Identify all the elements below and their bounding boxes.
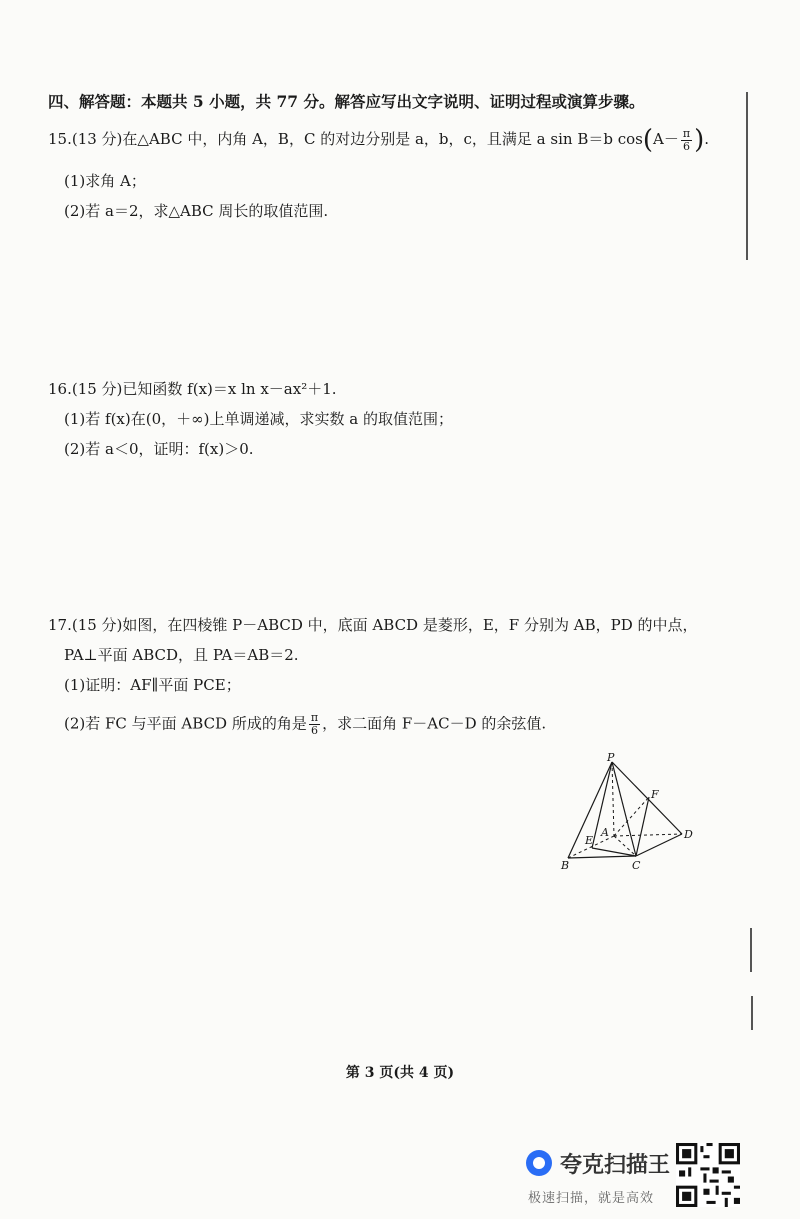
edge-PA <box>612 762 614 836</box>
label-F: F <box>651 788 659 801</box>
q15-paren-inner: A－ <box>653 130 679 148</box>
edge-CD <box>636 834 682 856</box>
label-C: C <box>632 859 641 872</box>
edge-BC <box>568 856 636 858</box>
scan-edge-mark <box>750 928 752 972</box>
q15-fraction <box>681 128 692 153</box>
q17-frac-num: π <box>310 711 319 724</box>
edge-CE <box>592 848 636 856</box>
label-E: E <box>585 834 594 847</box>
q15-stem-prefix: 15.(13 分)在△ABC 中，内角 A，B，C 的对边分别是 a，b，c，且满足 a sin B＝b cos <box>48 130 643 148</box>
q17-stem-line1: 17.(15 分)如图，在四棱锥 P－ABCD 中，底面 ABCD 是菱形，E，F 分别为 AB，PD 的中点， <box>48 616 698 634</box>
q16-part2: (2)若 a＜0，证明：f(x)＞0. <box>64 440 254 458</box>
edge-CF <box>636 797 649 856</box>
edge-AF <box>614 797 649 836</box>
q17-part2 <box>64 712 546 737</box>
q16-stem: 16.(15 分)已知函数 f(x)＝x ln x－ax²＋1. <box>48 380 337 398</box>
q17-part1: (1)证明：AF∥平面 PCE； <box>64 676 241 694</box>
edge-PD <box>612 762 682 834</box>
scanner-brand-name: 夸克扫描王 <box>560 1152 671 1177</box>
q17-part2-suffix: ，求二面角 F－AC－D 的余弦值. <box>322 714 547 733</box>
q17-part2-prefix: (2)若 FC 与平面 ABCD 所成的角是 <box>64 714 307 733</box>
scan-edge-mark <box>746 92 748 260</box>
scanner-brand-slogan: 极速扫描，就是高效 <box>528 1190 655 1205</box>
edge-PC <box>612 762 636 856</box>
q15-stem <box>48 127 709 153</box>
q15-frac-den: 6 <box>682 139 690 153</box>
label-A: A <box>601 826 609 839</box>
q15-open-paren: ( <box>642 125 653 155</box>
scan-edge-mark <box>751 996 753 1030</box>
page-footer: 第 3 页(共 4 页) <box>345 1065 455 1081</box>
q17-fraction <box>309 712 320 737</box>
q17-frac-den: 6 <box>310 724 318 737</box>
q15-part2: (2)若 a＝2，求△ABC 周长的取值范围. <box>64 202 329 220</box>
label-B: B <box>561 859 570 872</box>
scanner-logo-icon <box>526 1150 552 1176</box>
edge-AD <box>614 834 682 836</box>
label-P: P <box>607 752 615 764</box>
q15-part1: (1)求角 A； <box>64 172 146 190</box>
q15-stem-suffix: . <box>704 130 710 148</box>
q15-frac-num: π <box>682 126 691 140</box>
q17-stem-line2: PA⊥平面 ABCD，且 PA＝AB＝2. <box>64 646 299 664</box>
label-D: D <box>684 828 693 841</box>
q15-close-paren: ) <box>694 125 705 155</box>
section-heading: 四、解答题：本题共 5 小题，共 77 分。解答应写出文字说明、证明过程或演算步骤。 <box>48 92 645 111</box>
qr-code-icon <box>676 1143 740 1207</box>
pyramid-figure <box>556 752 706 877</box>
q16-part1: (1)若 f(x)在(0，＋∞)上单调递减，求实数 a 的取值范围； <box>64 410 453 428</box>
